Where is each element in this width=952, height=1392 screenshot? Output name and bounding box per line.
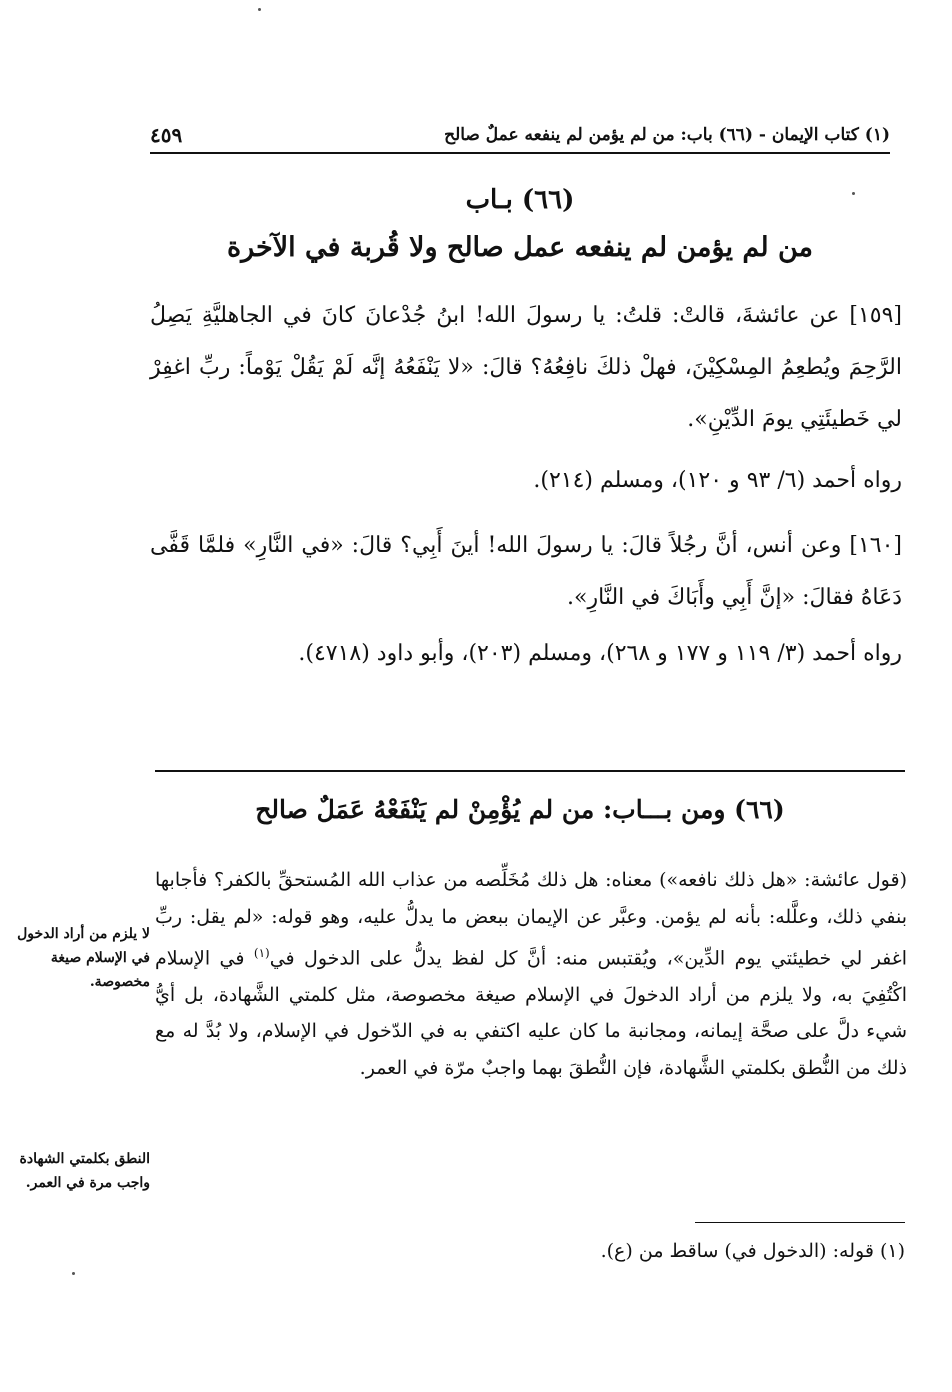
commentary-paragraph-2: في الإسلام اكْتُفِيَ به، ولا يلزم من أراد الدخولَ في الإسلام صيغة مخصوصة، مثل كلمتي الشَّهادة، بل أيُّ شيء دلَّ على صحَّة إيمانه، ومجانبة ما كان عليه اكتفي به في الدّخول في الإسلام، ولا بُدَّ له مع ذلك من النُّطق بكلمتي الشَّهادة، فإن النُّطقَ بهما واجبٌ مرّة في العمر.	[155, 947, 907, 1079]
running-title: (١) كتاب الإيمان - (٦٦) باب: من لم يؤمن لم ينفعه عملٌ صالح	[444, 125, 890, 145]
scan-speck	[72, 1272, 75, 1275]
hadith-159-source: رواه أحمد (٦/ ٩٣ و ١٢٠)، ومسلم (٢١٤).	[533, 468, 902, 493]
scan-speck	[258, 8, 261, 11]
margin-note-2: النطق بكلمتي الشهادة واجب مرة في العمر.	[19, 1151, 150, 1191]
section-divider	[155, 770, 905, 772]
page-header	[150, 118, 890, 154]
chapter-title: من لم يؤمن لم ينفعه عمل صالح ولا قُربة في الآخرة	[227, 232, 813, 263]
hadith-159: [١٥٩] عن عائشةَ، قالتْ: قلتُ: يا رسولَ الله! ابنُ جُدْعانَ كانَ في الجاهليَّةِ يَصِلُ الرَّحِمَ ويُطعِمُ المِسْكِيْنَ، فهلْ ذلكَ نافِعُهُ؟ قالَ: «لا يَنْفَعُهُ إنَّه لَمْ يَقُلْ يَوْماً: ربِّ اغفِرْ لي خَطيئَتِي يومَ الدِّيْنِ».	[150, 303, 902, 432]
hadith-160: [١٦٠] وعن أنس، أنَّ رجُلاً قالَ: يا رسولَ الله! أينَ أَبِي؟ قالَ: «في النَّارِ» فلمَّا قَفَّى دَعَاهُ فقالَ: «إنَّ أَبِي وأَبَاكَ في النَّارِ».	[150, 533, 902, 610]
commentary-title: (٦٦) ومن بـــاب: من لم يُؤْمِنْ لم يَنْفَعْهُ عَمَلٌ صالح	[255, 795, 785, 824]
footnote-marker: (١)	[253, 946, 270, 960]
hadith-160-source: رواه أحمد (٣/ ١١٩ و ١٧٧ و ٢٦٨)، ومسلم (٢٠٣)، وأبو داود (٤٧١٨).	[298, 641, 902, 666]
margin-note-1: لا يلزم من أراد الدخول في الإسلام صيغة مخصوصة.	[17, 926, 150, 990]
scan-speck	[852, 192, 855, 195]
commentary-paragraph-1: (قول عائشة: «هل ذلك نافعه») معناه: هل ذلك مُخَلِّصه من عذاب الله المُستحقِّ بالكفر؟ فأجابها بنفي ذلك، وعلَّله: بأنه لم يؤمن. وعبَّر عن الإيمان ببعض ما يدلُّ عليه، وهو قوله: «لم يقل: ربِّ اغفر لي خطيئتي يوم الدِّين»، ويُقتبس منه: أنَّ كل لفظ يدلُّ على الدخول في	[155, 869, 908, 970]
chapter-number: (٦٦) بـاب	[465, 185, 575, 215]
commentary-body	[155, 862, 907, 1086]
page-number: ٤٥٩	[150, 123, 183, 147]
footnote-rule	[695, 1222, 905, 1223]
footnote: (١) قوله: (الدخول في) ساقط من (ع).	[600, 1240, 905, 1262]
